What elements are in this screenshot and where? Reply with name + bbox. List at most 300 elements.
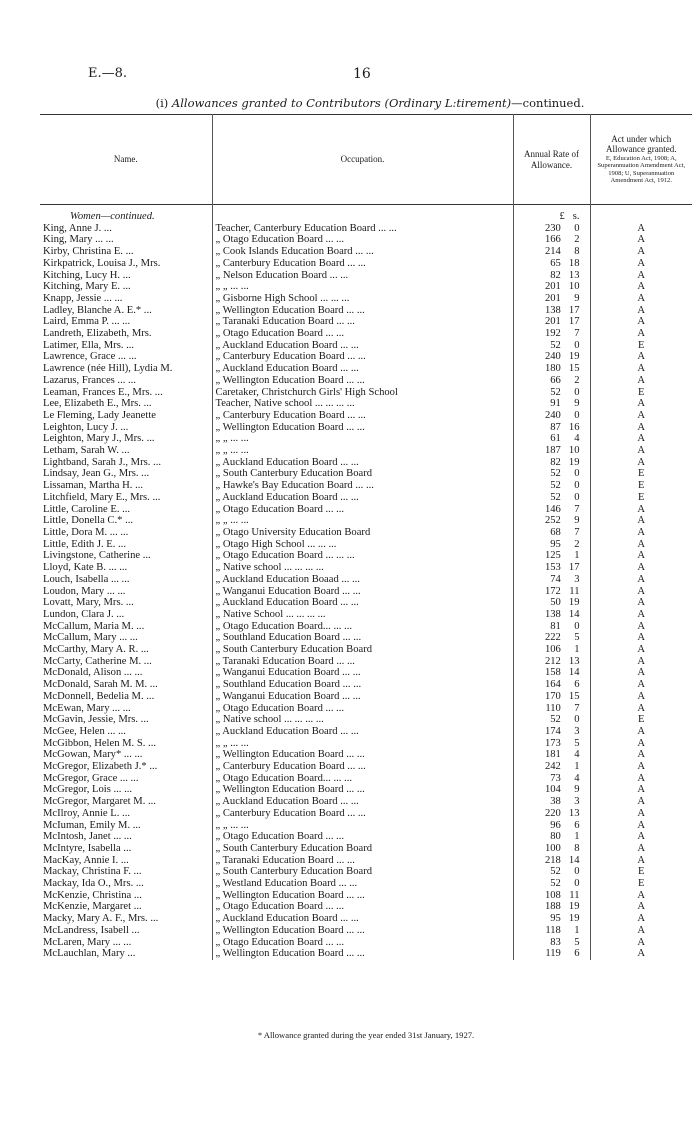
row-pounds: 52 <box>550 386 561 398</box>
row-shillings: 3 <box>574 573 580 585</box>
row-pounds: 68 <box>550 526 561 538</box>
row-occupation: „ Wellington Education Board ... ... <box>212 948 513 960</box>
row-occupation: „ Wanganui Education Board ... ... <box>212 691 513 703</box>
row-occupation: „ Otago Education Board ... ... <box>212 703 513 715</box>
row-act: A <box>637 854 646 866</box>
row-occupation: „ Canterbury Education Board ... ... <box>212 808 513 820</box>
row-shillings: 0 <box>574 409 580 421</box>
row-shillings: 2 <box>574 538 580 550</box>
table-row <box>40 281 692 293</box>
row-pounds: 66 <box>550 374 561 386</box>
table-row <box>40 878 692 890</box>
table-row <box>40 855 692 867</box>
row-pounds: 95 <box>550 538 561 550</box>
row-act: A <box>637 351 646 363</box>
table-row <box>40 340 692 352</box>
row-name: Leighton, Lucy J. ... <box>40 422 212 434</box>
row-pounds: 180 <box>544 363 561 375</box>
row-rate <box>513 656 590 668</box>
row-occupation: „ South Canterbury Education Board <box>212 866 513 878</box>
row-rate <box>513 925 590 937</box>
row-act: A <box>637 421 646 433</box>
row-rate <box>513 527 590 539</box>
row-name: Lawrence (née Hill), Lydia M. <box>40 363 212 375</box>
row-name: Loudon, Mary ... ... <box>40 586 212 598</box>
row-shillings: 4 <box>574 772 580 784</box>
row-rate <box>513 550 590 562</box>
subtitle-prefix: (i) <box>155 96 172 110</box>
row-rate <box>513 422 590 434</box>
row-occupation: „ Nelson Education Board ... ... <box>212 270 513 282</box>
row-pounds: 201 <box>544 316 561 328</box>
row-pounds: 222 <box>544 632 561 644</box>
row-occupation: „ Otago High School ... ... ... <box>212 539 513 551</box>
row-name: Louch, Isabella ... ... <box>40 574 212 586</box>
row-name: Lundon, Clara J. ... <box>40 609 212 621</box>
row-occupation: „ Westland Education Board ... ... <box>212 878 513 890</box>
row-rate <box>513 480 590 492</box>
row-occupation: „ „ ... ... <box>212 515 513 527</box>
allowances-table <box>40 114 692 960</box>
table-subtitle <box>40 96 700 110</box>
report-code: E.—8. <box>88 66 128 81</box>
row-shillings: 14 <box>568 608 580 620</box>
row-pounds: 52 <box>550 866 561 878</box>
row-name: McGavin, Jessie, Mrs. ... <box>40 714 212 726</box>
row-occupation: „ Wanganui Education Board ... ... <box>212 667 513 679</box>
row-pounds: 188 <box>544 901 561 913</box>
row-pounds: 87 <box>550 421 561 433</box>
row-shillings: 0 <box>574 620 580 632</box>
row-name: Macky, Mary A. F., Mrs. ... <box>40 913 212 925</box>
row-occupation: „ Canterbury Education Board ... ... <box>212 761 513 773</box>
header-act-title: Act under which Allowance granted. <box>606 134 677 155</box>
row-name: Litchfield, Mary E., Mrs. ... <box>40 492 212 504</box>
subtitle-suffix: —continued. <box>511 96 585 110</box>
row-name: Landreth, Elizabeth, Mrs. <box>40 328 212 340</box>
row-act: A <box>637 328 646 340</box>
row-rate <box>513 340 590 352</box>
row-shillings: 4 <box>574 749 580 761</box>
row-rate <box>513 398 590 410</box>
row-act: E <box>638 878 645 890</box>
row-pounds: 158 <box>544 667 561 679</box>
table-row <box>40 703 692 715</box>
table-row <box>40 866 692 878</box>
row-rate <box>513 913 590 925</box>
row-occupation: „ Otago Education Board ... ... <box>212 831 513 843</box>
row-rate <box>513 328 590 340</box>
table-row <box>40 539 692 551</box>
table-row <box>40 597 692 609</box>
row-occupation: „ South Canterbury Education Board <box>212 843 513 855</box>
row-act: A <box>637 503 646 515</box>
row-rate <box>513 890 590 902</box>
row-rate <box>513 632 590 644</box>
row-occupation: „ „ ... ... <box>212 445 513 457</box>
table-row <box>40 714 692 726</box>
row-act: A <box>637 831 646 843</box>
row-shillings: 9 <box>574 784 580 796</box>
row-act: E <box>638 468 645 480</box>
row-pounds: 82 <box>550 269 561 281</box>
table-row <box>40 422 692 434</box>
row-occupation: „ Taranaki Education Board ... ... <box>212 656 513 668</box>
table-row <box>40 691 692 703</box>
row-pounds: 240 <box>544 351 561 363</box>
table-row <box>40 223 692 235</box>
row-name: King, Anne J. ... <box>40 223 212 235</box>
row-pounds: 52 <box>550 339 561 351</box>
row-name: Lindsay, Jean G., Mrs. ... <box>40 468 212 480</box>
row-occupation: „ Wellington Education Board ... ... <box>212 890 513 902</box>
row-pounds: 220 <box>544 807 561 819</box>
row-occupation: „ Canterbury Education Board ... ... <box>212 258 513 270</box>
row-act: A <box>637 597 646 609</box>
header-rate: Annual Rate of Allowance. <box>513 115 590 205</box>
row-name: Lightband, Sarah J., Mrs. ... <box>40 457 212 469</box>
table-row <box>40 738 692 750</box>
table-row <box>40 586 692 598</box>
row-rate <box>513 714 590 726</box>
row-rate <box>513 667 590 679</box>
row-rate <box>513 281 590 293</box>
row-act: A <box>637 222 646 234</box>
row-act: A <box>637 562 646 574</box>
row-shillings: 5 <box>574 936 580 948</box>
row-shillings: 0 <box>574 480 580 492</box>
row-act: A <box>637 409 646 421</box>
row-shillings: 1 <box>574 550 580 562</box>
row-act: A <box>637 620 646 632</box>
row-occupation: „ „ ... ... <box>212 738 513 750</box>
footnote: * Allowance granted during the year ended 31st January, 1927. <box>257 1030 475 1040</box>
row-name: McDonnell, Bedelia M. ... <box>40 691 212 703</box>
row-rate <box>513 808 590 820</box>
currency-label <box>513 205 590 223</box>
row-act: A <box>637 761 646 773</box>
table-row <box>40 445 692 457</box>
row-rate <box>513 468 590 480</box>
row-occupation: Caretaker, Christchurch Girls' High School <box>212 387 513 399</box>
row-act: A <box>637 246 646 258</box>
row-pounds: 138 <box>544 304 561 316</box>
row-pounds: 166 <box>544 234 561 246</box>
row-pounds: 173 <box>544 737 561 749</box>
row-pounds: 52 <box>550 480 561 492</box>
table-row <box>40 843 692 855</box>
row-name: Lissaman, Martha H. ... <box>40 480 212 492</box>
row-act: A <box>637 901 646 913</box>
row-shillings: 17 <box>568 562 580 574</box>
row-name: McCarthy, Mary A. R. ... <box>40 644 212 656</box>
row-rate <box>513 749 590 761</box>
row-pounds: 108 <box>544 889 561 901</box>
row-act: A <box>637 456 646 468</box>
row-pounds: 170 <box>544 690 561 702</box>
row-pounds: 91 <box>550 398 561 410</box>
row-rate <box>513 305 590 317</box>
row-rate <box>513 761 590 773</box>
row-occupation: „ Hawke's Bay Education Board ... ... <box>212 480 513 492</box>
row-occupation: „ Gisborne High School ... ... ... <box>212 293 513 305</box>
row-rate <box>513 433 590 445</box>
row-act: A <box>637 749 646 761</box>
row-rate <box>513 234 590 246</box>
row-act: A <box>637 550 646 562</box>
row-name: Leaman, Frances E., Mrs. ... <box>40 387 212 399</box>
row-rate <box>513 562 590 574</box>
row-pounds: 52 <box>550 714 561 726</box>
row-name: McGregor, Grace ... ... <box>40 773 212 785</box>
table-row <box>40 644 692 656</box>
row-occupation: „ Wellington Education Board ... ... <box>212 784 513 796</box>
row-shillings: 0 <box>574 468 580 480</box>
row-occupation: „ „ ... ... <box>212 820 513 832</box>
row-act: A <box>637 234 646 246</box>
row-shillings: 3 <box>574 725 580 737</box>
row-act: A <box>637 292 646 304</box>
row-act: A <box>637 281 646 293</box>
row-name: McEwan, Mary ... ... <box>40 703 212 715</box>
row-shillings: 7 <box>574 702 580 714</box>
row-pounds: 212 <box>544 655 561 667</box>
row-shillings: 13 <box>568 269 580 281</box>
row-occupation: „ Southland Education Board ... ... <box>212 632 513 644</box>
header-act <box>590 115 692 205</box>
table-row <box>40 632 692 644</box>
header-name: Name. <box>40 115 212 205</box>
row-occupation: „ Auckland Education Board ... ... <box>212 457 513 469</box>
row-shillings: 9 <box>574 515 580 527</box>
row-act: A <box>637 363 646 375</box>
row-shillings: 6 <box>574 679 580 691</box>
row-name: McGregor, Margaret M. ... <box>40 796 212 808</box>
row-occupation: Teacher, Native school ... ... ... ... <box>212 398 513 410</box>
table-row <box>40 258 692 270</box>
row-shillings: 9 <box>574 292 580 304</box>
row-act: A <box>637 948 646 960</box>
row-occupation: „ Cook Islands Education Board ... ... <box>212 246 513 258</box>
table-row <box>40 925 692 937</box>
table-row <box>40 609 692 621</box>
row-pounds: 74 <box>550 573 561 585</box>
row-pounds: 118 <box>545 924 561 936</box>
row-name: Letham, Sarah W. ... <box>40 445 212 457</box>
row-act: A <box>637 316 646 328</box>
currency-pounds: £ <box>559 211 565 222</box>
row-occupation: „ Native school ... ... ... ... <box>212 714 513 726</box>
table-row <box>40 550 692 562</box>
table-row <box>40 574 692 586</box>
row-act: A <box>637 655 646 667</box>
row-occupation: „ Wellington Education Board ... ... <box>212 749 513 761</box>
row-act: A <box>637 679 646 691</box>
row-rate <box>513 574 590 586</box>
row-pounds: 181 <box>544 749 561 761</box>
row-rate <box>513 878 590 890</box>
row-shillings: 0 <box>574 491 580 503</box>
row-shillings: 8 <box>574 246 580 258</box>
row-shillings: 17 <box>568 316 580 328</box>
row-shillings: 1 <box>574 831 580 843</box>
table-row <box>40 480 692 492</box>
page-number: 16 <box>353 66 371 82</box>
row-act: A <box>637 538 646 550</box>
row-occupation: „ Auckland Education Board ... ... <box>212 796 513 808</box>
row-shillings: 2 <box>574 374 580 386</box>
row-occupation: „ Canterbury Education Board ... ... <box>212 351 513 363</box>
row-act: A <box>637 784 646 796</box>
row-shillings: 13 <box>568 807 580 819</box>
row-act: A <box>637 257 646 269</box>
table-row <box>40 398 692 410</box>
row-shillings: 16 <box>568 421 580 433</box>
row-act: A <box>637 644 646 656</box>
row-occupation: „ Wellington Education Board ... ... <box>212 375 513 387</box>
row-pounds: 172 <box>544 585 561 597</box>
row-name: Lawrence, Grace ... ... <box>40 351 212 363</box>
row-rate <box>513 375 590 387</box>
row-rate <box>513 515 590 527</box>
row-act: A <box>637 573 646 585</box>
row-name: Kitching, Lucy H. ... <box>40 270 212 282</box>
row-rate <box>513 866 590 878</box>
row-pounds: 187 <box>544 445 561 457</box>
row-name: Little, Donella C.* ... <box>40 515 212 527</box>
row-occupation: „ Auckland Education Board ... ... <box>212 363 513 375</box>
table-row <box>40 667 692 679</box>
row-pounds: 201 <box>544 292 561 304</box>
row-rate <box>513 597 590 609</box>
row-occupation: „ Southland Education Board ... ... <box>212 679 513 691</box>
table-row <box>40 515 692 527</box>
table-row <box>40 913 692 925</box>
row-act: A <box>637 913 646 925</box>
row-shillings: 1 <box>574 761 580 773</box>
row-rate <box>513 504 590 516</box>
row-pounds: 73 <box>550 772 561 784</box>
row-name: Le Fleming, Lady Jeanette <box>40 410 212 422</box>
table-row <box>40 527 692 539</box>
row-shillings: 19 <box>568 913 580 925</box>
row-occupation: „ Wanganui Education Board ... ... <box>212 586 513 598</box>
row-name: Mackay, Christina F. ... <box>40 866 212 878</box>
row-name: King, Mary ... ... <box>40 234 212 246</box>
row-name: McGibbon, Helen M. S. ... <box>40 738 212 750</box>
row-shillings: 4 <box>574 433 580 445</box>
row-shillings: 15 <box>568 363 580 375</box>
row-pounds: 50 <box>550 597 561 609</box>
row-rate <box>513 831 590 843</box>
row-rate <box>513 445 590 457</box>
table-row <box>40 937 692 949</box>
row-pounds: 242 <box>544 761 561 773</box>
row-shillings: 15 <box>568 690 580 702</box>
row-name: McGregor, Lois ... ... <box>40 784 212 796</box>
row-name: Latimer, Ella, Mrs. ... <box>40 340 212 352</box>
table-header-row <box>40 115 692 205</box>
row-occupation: „ Canterbury Education Board ... ... <box>212 410 513 422</box>
row-shillings: 2 <box>574 234 580 246</box>
row-occupation: „ Auckland Education Board ... ... <box>212 913 513 925</box>
table-row <box>40 726 692 738</box>
row-name: McDonald, Alison ... ... <box>40 667 212 679</box>
row-act: A <box>637 702 646 714</box>
row-act: E <box>638 491 645 503</box>
section-row <box>40 205 692 223</box>
table-row <box>40 831 692 843</box>
row-shillings: 0 <box>574 714 580 726</box>
row-rate <box>513 796 590 808</box>
row-rate <box>513 246 590 258</box>
row-pounds: 192 <box>544 328 561 340</box>
table-row <box>40 293 692 305</box>
row-act: A <box>637 445 646 457</box>
table-row <box>40 761 692 773</box>
row-occupation: „ Otago Education Board ... ... <box>212 937 513 949</box>
row-act: A <box>637 807 646 819</box>
table-row <box>40 351 692 363</box>
row-act: E <box>638 714 645 726</box>
row-pounds: 95 <box>550 913 561 925</box>
row-pounds: 230 <box>544 222 561 234</box>
row-occupation: „ Auckland Education Board ... ... <box>212 340 513 352</box>
row-rate <box>513 258 590 270</box>
row-pounds: 164 <box>544 679 561 691</box>
row-name: McLandress, Isabell ... <box>40 925 212 937</box>
table-row <box>40 656 692 668</box>
row-pounds: 218 <box>544 854 561 866</box>
row-name: McGregor, Elizabeth J.* ... <box>40 761 212 773</box>
row-name: McIntyre, Isabella ... <box>40 843 212 855</box>
row-name: Lazarus, Frances ... ... <box>40 375 212 387</box>
row-pounds: 65 <box>550 257 561 269</box>
table-row <box>40 808 692 820</box>
row-shillings: 18 <box>568 257 580 269</box>
row-act: A <box>637 608 646 620</box>
row-name: McIuman, Emily M. ... <box>40 820 212 832</box>
row-rate <box>513 679 590 691</box>
row-name: McDonald, Sarah M. M. ... <box>40 679 212 691</box>
row-pounds: 80 <box>550 831 561 843</box>
row-shillings: 11 <box>569 889 580 901</box>
row-act: E <box>638 339 645 351</box>
row-shillings: 14 <box>568 667 580 679</box>
header-act-legend: E, Education Act, 1908; A, Superannuation Amendment Act, 1908; U, Superannuation Amendment Act, 1912. <box>597 154 686 185</box>
row-name: Livingstone, Catherine ... <box>40 550 212 562</box>
row-rate <box>513 937 590 949</box>
table-row <box>40 621 692 633</box>
row-occupation: „ Native school ... ... ... ... <box>212 562 513 574</box>
row-occupation: „ Wellington Education Board ... ... <box>212 305 513 317</box>
row-occupation: „ Otago University Education Board <box>212 527 513 539</box>
table-row <box>40 504 692 516</box>
row-rate <box>513 586 590 598</box>
row-pounds: 81 <box>550 620 561 632</box>
row-act: A <box>637 842 646 854</box>
row-occupation: Teacher, Canterbury Education Board ... ... <box>212 223 513 235</box>
row-pounds: 146 <box>544 503 561 515</box>
row-shillings: 10 <box>568 281 580 293</box>
row-occupation: „ Taranaki Education Board ... ... <box>212 316 513 328</box>
row-act: A <box>637 398 646 410</box>
row-pounds: 125 <box>544 550 561 562</box>
row-shillings: 11 <box>569 585 580 597</box>
table-row <box>40 387 692 399</box>
row-act: A <box>637 725 646 737</box>
row-name: MacKay, Annie I. ... <box>40 855 212 867</box>
